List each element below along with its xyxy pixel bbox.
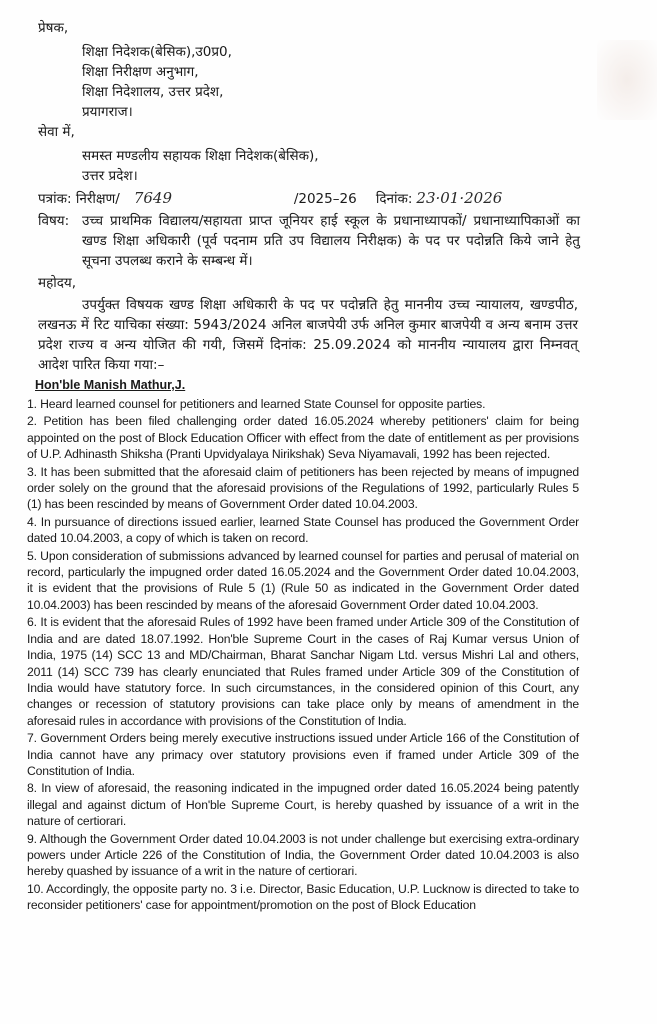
- reference-date-label: दिनांक:: [375, 191, 413, 207]
- order-paragraph-3: 3. It has been submitted that the aforesaid claim of petitioners has been rejected by means of impugned order solely on the ground that the aforesaid provisions of the Regulations of 1992, particularly Rules 5 (1) has been rescinded by means of Government Order dated 10.04.2003.: [27, 464, 579, 512]
- order-paragraph-10: 10. Accordingly, the opposite party no. 3 i.e. Director, Basic Education, U.P. Lucknow is directed to take to reconsider petitioners' case for appointment/promotion on the post of Block Education: [27, 881, 579, 913]
- intro-paragraph: उपर्युक्त विषयक खण्ड शिक्षा अधिकारी के पद पर पदोन्नति हेतु माननीय उच्च न्यायालय, खण्डपीठ, लखनऊ में रिट याचिका संख्या: 5943/2024 अनिल बाजपेयी उर्फ अनिल कुमार बाजपेयी व अन्य बनाम उत्तर प्रदेश राज्य व अन्य योजित की गयी, जिसमें दिनांक: 25.09.2024 को माननीय न्यायालय द्वारा निम्नवत् आदेश पारित किया गया:–: [38, 297, 578, 373]
- order-paragraph-7: 7. Government Orders being merely executive instructions issued under Article 166 of the Constitution of India cannot have any primacy over statutory provisions even if framed under Article 309 of the Constitution of India.: [27, 731, 579, 778]
- order-paragraph-1: 1. Heard learned counsel for petitioners and learned State Counsel for opposite parties.: [27, 397, 486, 411]
- sender-label: प्रेषक,: [38, 20, 69, 36]
- reference-label: पत्रांक: निरीक्षण/: [38, 191, 120, 207]
- order-paragraph-2: 2. Petition has been filed challenging order dated 16.05.2024 whereby petitioners' claim for being appointed on the post of Block Education Officer with effect from the date of entitlement as per provisions of U.P. Adhinasth Shiksha (Pranti Upvidyalaya Nirikshak) Seva Niyamavali, 1992 has been rejected.: [27, 414, 579, 462]
- sender-line-2: शिक्षा निरीक्षण अनुभाग,: [82, 64, 199, 80]
- order-paragraph-5: 5. Upon consideration of submissions advanced by learned counsel for parties and perusal of material on record, particularly the impugned order dated 16.05.2024 and the Government Order dated 10.04.2003, it is evident that the provisions of Rule 5 (1) (Rule 50 as indicated in the Government Order dated 10.04.2003) has been rescinded by means of the aforesaid Government Order dated 10.04.2003.: [27, 548, 579, 612]
- recipient-line-1: समस्त मण्डलीय सहायक शिक्षा निदेशक(बेसिक),: [82, 148, 319, 164]
- subject-label: विषय:: [38, 213, 70, 229]
- reference-year: /2025–26: [293, 191, 357, 207]
- order-paragraph-8: 8. In view of aforesaid, the reasoning indicated in the impugned order dated 16.05.2024 being patently illegal and against dictum of Hon'ble Supreme Court, is hereby quashed by issuance of a writ in the nature of certiorari.: [27, 781, 579, 829]
- order-paragraph-4: 4. In pursuance of directions issued earlier, learned State Counsel has produced the Government Order dated 10.04.2003, a copy of which is taken on record.: [27, 514, 579, 546]
- salutation: महोदय,: [38, 275, 77, 291]
- subject-text: उच्च प्राथमिक विद्यालय/सहायता प्राप्त जूनियर हाई स्कूल के प्रधानाध्यापकों/ प्रधानाध्यापिकाओं का खण्ड शिक्षा अधिकारी (पूर्व पदनाम प्रति उप विद्यालय निरीक्षक) के पद पर पदोन्नति किये जाने हेतु सूचना उपलब्ध कराने के सम्बन्ध में।: [82, 213, 580, 269]
- order-paragraph-9: 9. Although the Government Order dated 10.04.2003 is not under challenge but exercising extra-ordinary powers under Article 226 of the Constitution of India, the Government Order dated 10.04.2003 is also hereby quashed by issuance of a writ in the nature of certiorari.: [27, 831, 579, 879]
- recipient-line-2: उत्तर प्रदेश।: [82, 168, 138, 184]
- sender-line-1: शिक्षा निदेशक(बेसिक),उ0प्र0,: [82, 44, 232, 60]
- court-order-text: [27, 396, 579, 914]
- judge-heading: Hon'ble Manish Mathur,J.: [35, 378, 186, 392]
- reference-number: 7649: [133, 189, 173, 207]
- sender-line-4: प्रयागराज।: [82, 104, 133, 120]
- recipient-label: सेवा में,: [38, 124, 75, 140]
- order-paragraph-6: 6. It is evident that the aforesaid Rules of 1992 have been framed under Article 309 of the Constitution of India and are dated 18.07.1992. Hon'ble Supreme Court in the cases of Raj Kumar versus Union of India, 1975 (14) SCC 13 and MD/Chairman, Bharat Sanchar Nigam Ltd. versus Mishri Lal and others, 2011 (14) SCC 739 has clearly enunciated that Rules framed under Article 309 of the Constitution of India would have statutory force. In such circumstances, in the considered opinion of this Court, any changes or recession of statutory provisions can take place only by means of amendment in the aforesaid rules in accordance with provisions of the Constitution of India.: [27, 615, 579, 728]
- subject-block: [38, 211, 580, 271]
- sender-line-3: शिक्षा निदेशालय, उत्तर प्रदेश,: [82, 84, 224, 100]
- reference-date: 23·01·2026: [416, 189, 503, 207]
- reference-line: [38, 188, 598, 209]
